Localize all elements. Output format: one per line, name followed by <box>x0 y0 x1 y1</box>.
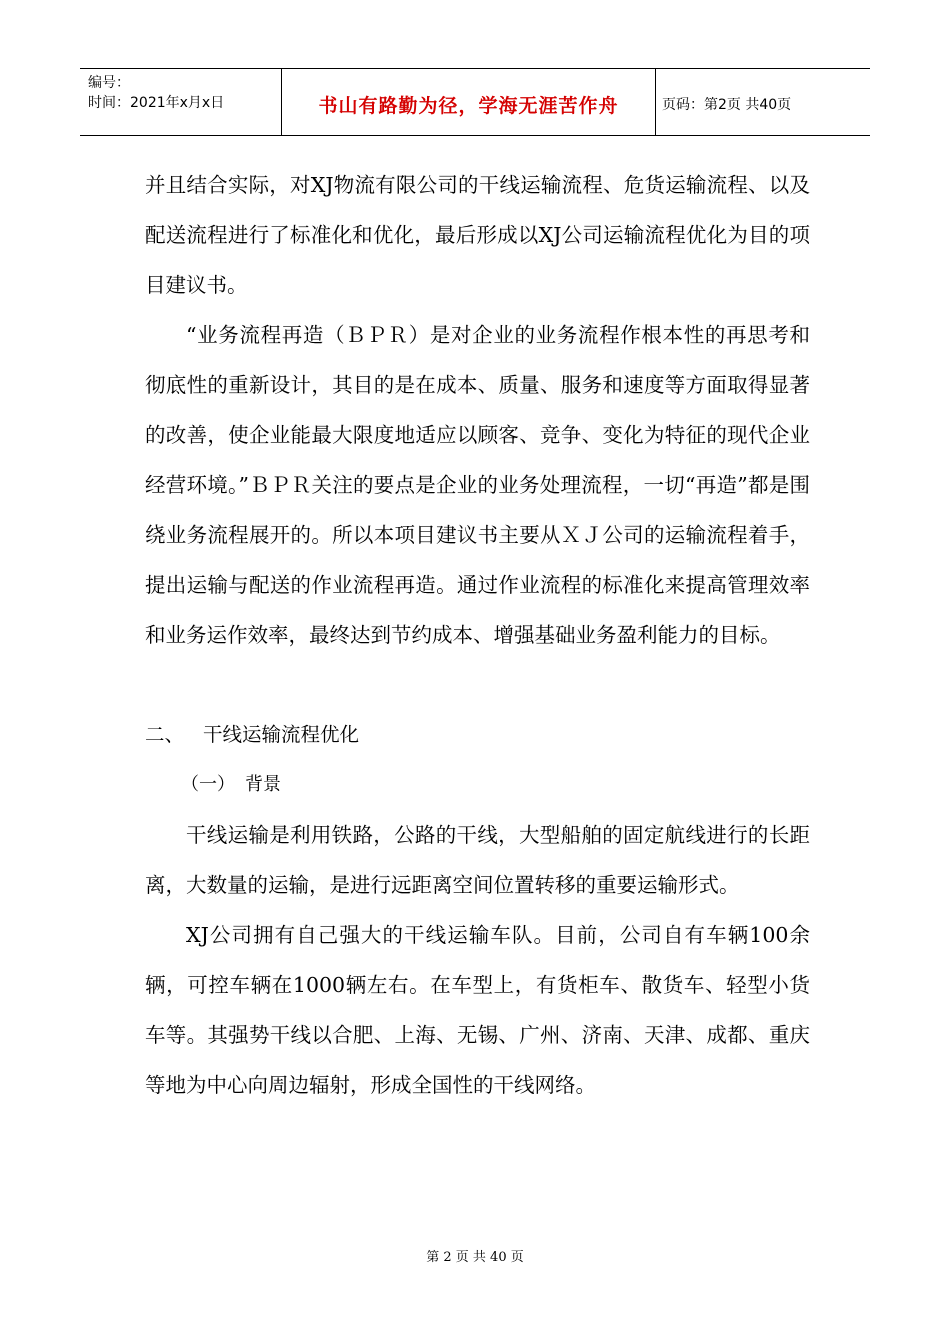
subsection-heading <box>145 760 810 810</box>
page-header <box>80 68 870 136</box>
header-page-info-cell <box>656 69 870 135</box>
body-paragraph-2: “业务流程再造（ＢＰＲ）是对企业的业务流程作根本性的再思考和彻底性的重新设计，其目的是在成本、质量、服务和速度等方面取得显著的改善，使企业能最大限度地适应以顾客、竞争、变化为特征的现代企业经营环境。”ＢＰＲ关注的要点是企业的业务处理流程，一切“再造”都是围绕业务流程展开的。所以本项目建议书主要从ＸＪ公司的运输流程着手，提出运输与配送的作业流程再造。通过作业流程的标准化来提高管理效率和业务运作效率，最终达到节约成本、增强基础业务盈利能力的目标。 <box>145 323 810 647</box>
section-title: 干线运输流程优化 <box>203 723 360 746</box>
body-paragraph-4: XJ公司拥有自己强大的干线运输车队。目前，公司自有车辆100余辆，可控车辆在1000辆左右。在车型上，有货柜车、散货车、轻型小货车等。其强势干线以合肥、上海、无锡、广州、济南、天津、成都、重庆等地为中心向周边辐射，形成全国性的干线网络。 <box>145 923 810 1097</box>
header-meta <box>80 69 282 135</box>
section-number: 二、 <box>145 723 185 746</box>
document-time-label: 时间：2021年x月x日 <box>88 95 225 111</box>
body-paragraph-1: 并且结合实际，对XJ物流有限公司的干线运输流程、危货运输流程、以及配送流程进行了标准化和优化，最后形成以XJ公司运输流程优化为目的项目建议书。 <box>145 173 810 297</box>
document-body <box>145 160 810 1110</box>
page-footer <box>0 1246 950 1265</box>
subsection-title: 背景 <box>245 774 281 795</box>
body-paragraph-3: 干线运输是利用铁路，公路的干线，大型船舶的固定航线进行的长距离，大数量的运输，是进行远距离空间位置转移的重要运输形式。 <box>145 823 810 897</box>
section-heading <box>145 710 810 760</box>
header-motto: 书山有路勤为径，学海无涯苦作舟 <box>318 94 619 117</box>
paragraph-gap <box>145 660 810 710</box>
header-page-info: 页码：第2页 共40页 <box>662 97 792 113</box>
subsection-number: （一） <box>181 774 235 795</box>
footer-page-number: 第 2 页 共 40 页 <box>426 1250 524 1265</box>
header-motto-cell <box>282 69 656 135</box>
document-number-label: 编号： <box>88 75 130 91</box>
